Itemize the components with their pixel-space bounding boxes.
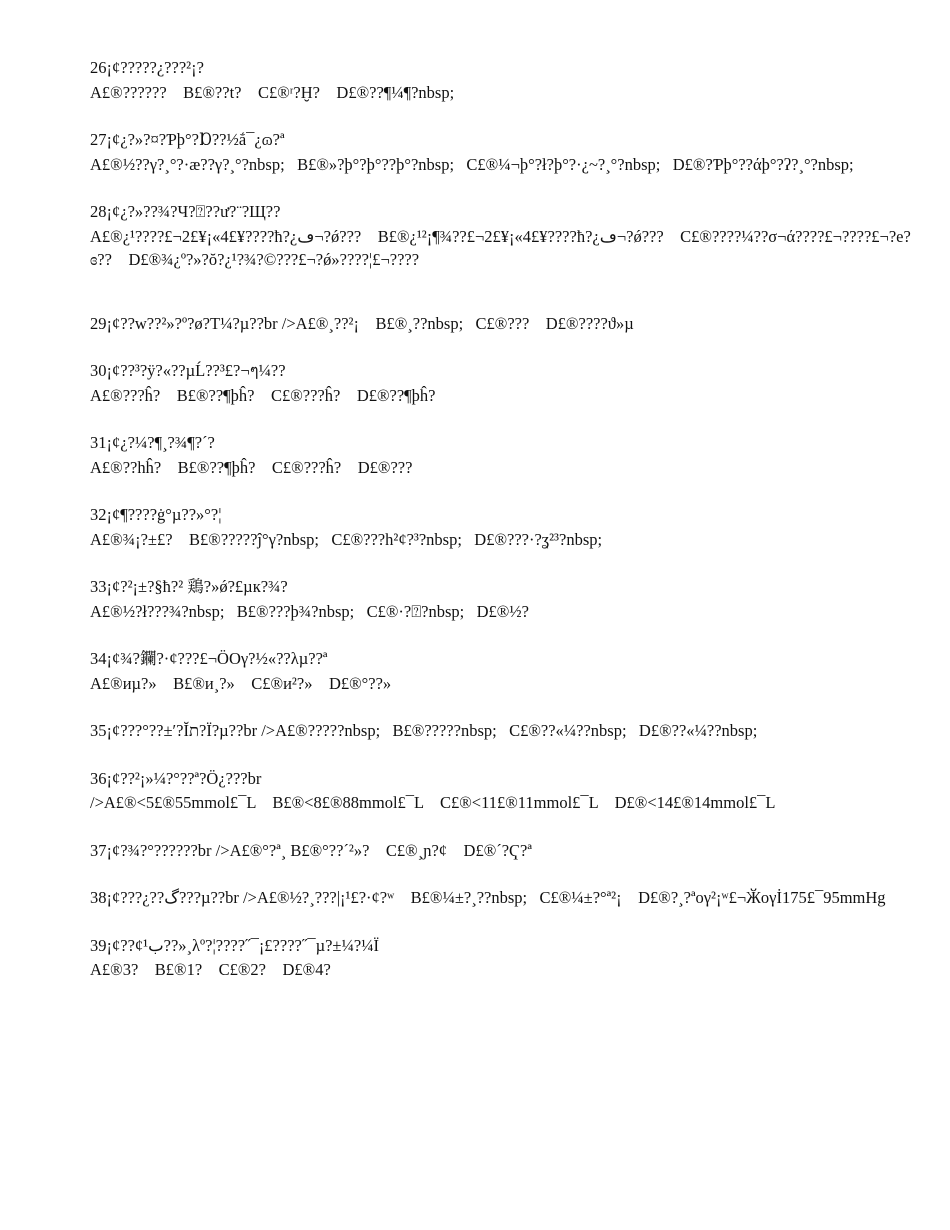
- question-35: [90, 719, 920, 743]
- question-29: [90, 312, 920, 336]
- question-options: A£®?????? B£®??t? C£®ʳ?Ḫ? D£®??¶¼¶?nbsp;: [90, 82, 455, 102]
- question-options: A£®???ĥ? B£®??¶þĥ? C£®???ĥ? D£®??¶þĥ?: [90, 385, 436, 405]
- question-stem: 33¡¢?²¡±?§ħ?² 鶏?»ǿ?£µк?¾?: [90, 577, 288, 596]
- question-39: [90, 934, 920, 982]
- question-33: [90, 575, 920, 623]
- question-30: [90, 359, 920, 407]
- question-stem: 34¡¢¾?鑭?·¢???£¬ÖОγ?½«??λµ??ª: [90, 649, 328, 668]
- question-options: A£®½??γ?¸°?·æ??γ?¸°?nbsp; B£®»?þ°?þ°??þ°?nbsp; C£®¼¬þ°?ł?þ°?·¿~?¸°?nbsp; D£®?Ƥþ°??άþ°?ʔ?¸°?nbsp;: [90, 154, 854, 174]
- question-stem: 28¡¢¿?»??¾?Ч?⍰??ư?¨?Щ??: [90, 202, 281, 221]
- question-stem: 30¡¢??³?ÿ?«??µĹ??³£?¬ๆ¼??: [90, 361, 286, 380]
- question-32: [90, 503, 920, 551]
- question-36: [90, 767, 920, 815]
- question-line: 35¡¢???°??±′?Ĭת?Ï?µ??br />A£®?????nbsp; B£®?????nbsp; C£®??«¼??nbsp; D£®??«¼??nbsp;: [90, 721, 758, 740]
- question-options: A£®3? B£®1? C£®2? D£®4?: [90, 960, 331, 979]
- question-31: [90, 431, 920, 479]
- question-options: A£®??hĥ? B£®??¶þĥ? C£®???ĥ? D£®???: [90, 457, 413, 477]
- question-stem: 32¡¢¶????ġ°µ??»°?¦: [90, 505, 222, 524]
- question-37: [90, 839, 920, 863]
- question-line: 29¡¢??w??²»?º?ø?T¼?µ??br />A£®¸??²¡ B£®¸??nbsp; C£®??? D£®????ϑ»µ: [90, 313, 634, 333]
- question-stem: 31¡¢¿?¼?¶¸?¾¶?´?: [90, 433, 215, 452]
- question-38: [90, 886, 920, 910]
- question-stem: 27¡¢¿?»?¤?Ƥþ°?Ɒ??½ắ¯¿ɷ?ª: [90, 130, 285, 149]
- question-27: [90, 128, 920, 176]
- question-options: A£®½?ł???¾?nbsp; B£®???þ¾?nbsp; C£®·?⍰?nbsp; D£®½?: [90, 601, 529, 621]
- question-34: [90, 647, 920, 695]
- question-stem: 36¡¢??²¡»¼?°??ª?Ö¿???br: [90, 768, 262, 788]
- question-options: />A£®<5£®55mmol£¯L B£®<8£®88mmol£¯L C£®<11£®11mmol£¯L D£®<14£®14mmol£¯L: [90, 793, 776, 812]
- question-28: [90, 200, 920, 272]
- question-26: [90, 56, 920, 104]
- question-options: A£®иµ?» B£®и¸?» C£®и²?» D£®°??»: [90, 673, 392, 693]
- question-stem: 26¡¢?????¿???²¡?: [90, 58, 204, 77]
- question-stem: 39¡¢??¢¹ب??»¸λº?¦????˝¯¡£????˝¯µ?±¼?¼Ï: [90, 935, 380, 955]
- question-options: A£®¿¹????£¬2£¥¡«4£¥????ħ?¿ڡ¬?ǿ??? B£®¿¹²¡¶¾??£¬2£¥¡«4£¥????ħ?¿ڡ¬?ǿ??? C£®????¼??σ¬ά????£¬????£¬?e?ɞ?? D£®¾¿º?»?ŏ?¿¹?¾?©???£¬?ǿ»????¦£¬????: [90, 226, 911, 269]
- question-line: 38¡¢???¿??گ???µ??br />A£®½?¸???|¡¹£?·¢?ʷ B£®¼±?¸??nbsp; C£®¼±?°ª²¡ D£®?¸?ªογ²¡ʷ£¬Ӂογİ175£¯95mmHg: [90, 888, 886, 907]
- question-options: A£®¾¡?±£? B£®?????ĵ°γ?nbsp; C£®???h²¢?³?nbsp; D£®???·?ʓ²³?nbsp;: [90, 529, 603, 549]
- question-line: 37¡¢?¾?°??????br />A£®°?ª¸ B£®°??´²»? C£®¸ɲ?¢ D£®´?Ҁ?ª: [90, 840, 532, 860]
